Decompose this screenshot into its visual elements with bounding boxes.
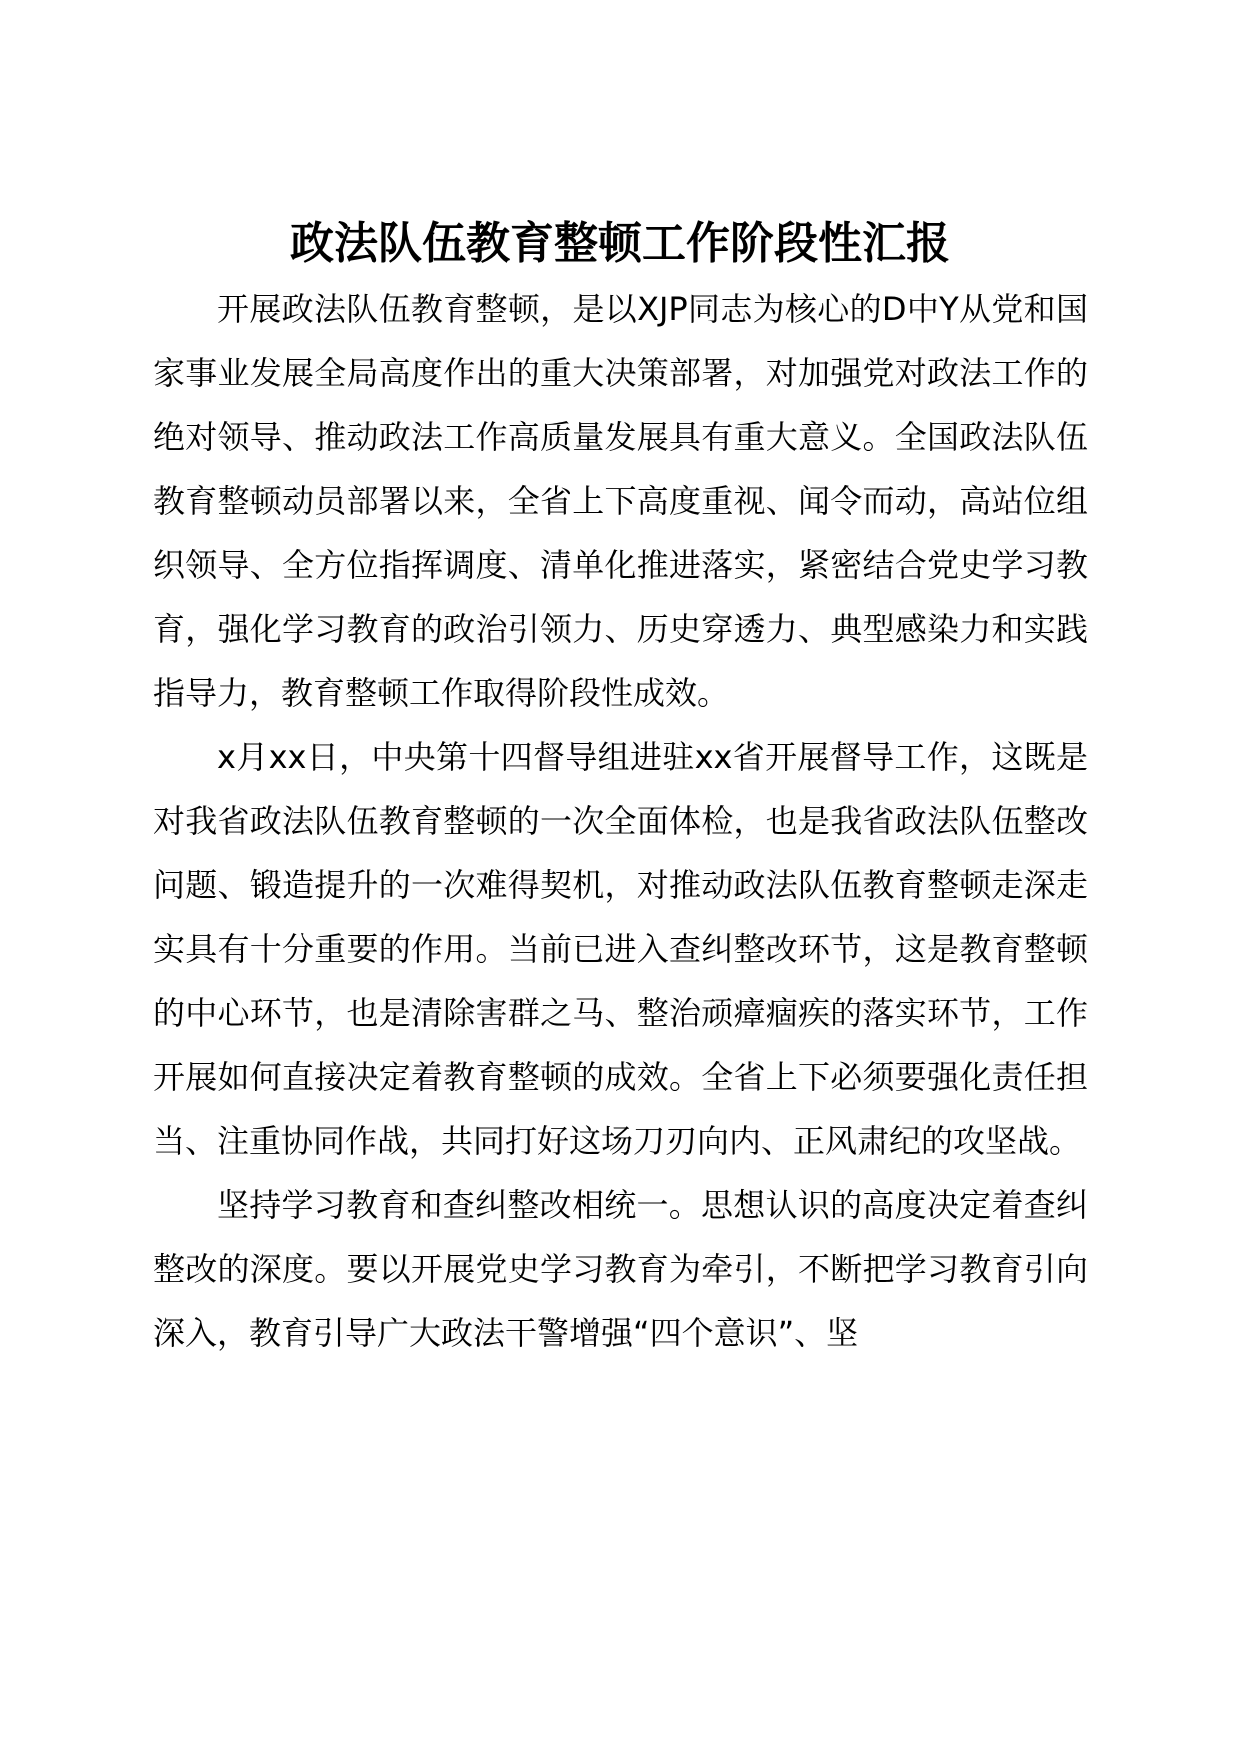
document-body bbox=[153, 277, 1088, 1365]
document-title: 政法队伍教育整顿工作阶段性汇报 bbox=[290, 218, 950, 269]
paragraph-1: 开展政法队伍教育整顿，是以XJP同志为核心的D中Y从党和国家事业发展全局高度作出的重大决策部署，对加强党对政法工作的绝对领导、推动政法工作高质量发展具有重大意义。全国政法队伍教育整顿动员部署以来，全省上下高度重视、闻令而动，高站位组织领导、全方位指挥调度、清单化推进落实，紧密结合党史学习教育，强化学习教育的政治引领力、历史穿透力、典型感染力和实践指导力，教育整顿工作取得阶段性成效。 bbox=[153, 290, 1088, 712]
paragraph-3: 坚持学习教育和查纠整改相统一。思想认识的高度决定着查纠整改的深度。要以开展党史学习教育为牵引，不断把学习教育引向深入，教育引导广大政法干警增强“四个意识”、坚 bbox=[153, 1186, 1088, 1352]
paragraph-2: x月xx日，中央第十四督导组进驻xx省开展督导工作，这既是对我省政法队伍教育整顿的一次全面体检，也是我省政法队伍整改问题、锻造提升的一次难得契机，对推动政法队伍教育整顿走深走实具有十分重要的作用。当前已进入查纠整改环节，这是教育整顿的中心环节，也是清除害群之马、整治顽瘴痼疾的落实环节，工作开展如何直接决定着教育整顿的成效。全省上下必须要强化责任担当、注重协同作战，共同打好这场刀刃向内、正风肃纪的攻坚战。 bbox=[153, 738, 1088, 1160]
